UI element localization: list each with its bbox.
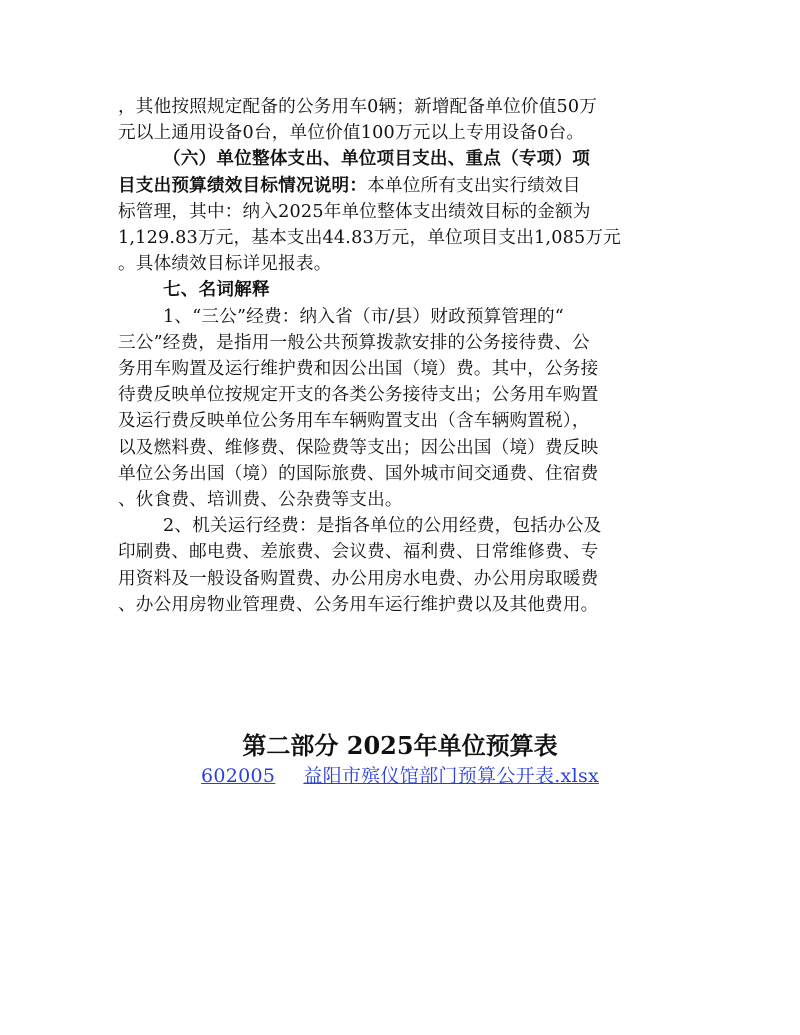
three-public-expenses-line-3: 务用车购置及运行维护费和因公出国（境）费。其中，公务接 (118, 359, 599, 380)
operating-expenses-line-3: 用资料及一般设备购置费、办公用房水电费、办公用房取暖费 (118, 568, 599, 589)
budget-file-link[interactable] (201, 765, 599, 787)
budget-file-link-code: 602005 (200, 765, 276, 787)
three-public-expenses-line-7: 单位公务出国（境）的国际旅费、国外城市间交通费、住宿费 (118, 463, 599, 484)
budget-file-link-row (0, 762, 800, 790)
glossary-heading: 七、名词解释 (163, 279, 270, 301)
performance-line-3: 标管理，其中：纳入2025年单位整体支出绩效目标的金额为 (118, 201, 591, 222)
three-public-expenses-line-2: 三公”经费，是指用一般公共预算拨款安排的公务接待费、公 (118, 332, 590, 353)
operating-expenses-line-1: 2、机关运行经费：是指各单位的公用经费，包括办公及 (163, 516, 602, 537)
three-public-expenses-line-6: 以及燃料费、维修费、保险费等支出；因公出国（境）费反映 (118, 437, 599, 458)
performance-line-4: 1,129.83万元，基本支出44.83万元，单位项目支出1,085万元 (118, 228, 621, 249)
paragraph-vehicles-line-2: 元以上通用设备0台，单位价值100万元以上专用设备0台。 (118, 123, 585, 144)
three-public-expenses-line-8: 、伙食费、培训费、公杂费等支出。 (118, 490, 403, 511)
three-public-expenses-line-4: 待费反映单位按规定开支的各类公务接待支出；公务用车购置 (118, 385, 599, 406)
three-public-expenses-line-5: 及运行费反映单位公务用车车辆购置支出（含车辆购置税）， (118, 411, 590, 432)
paragraph-vehicles-line-1: ，其他按照规定配备的公务用车0辆；新增配备单位价值50万 (118, 97, 598, 117)
performance-line-2 (118, 173, 684, 199)
part-two-title: 第二部分 2025年单位预算表 (242, 731, 558, 760)
document-body (118, 94, 684, 618)
operating-expenses-line-2: 印刷费、邮电费、差旅费、会议费、福利费、日常维修费、专 (118, 542, 599, 563)
operating-expenses-line-4: 、办公用房物业管理费、公务用车运行维护费以及其他费用。 (118, 594, 599, 615)
performance-heading-line-1: （六）单位整体支出、单位项目支出、重点（专项）项 (163, 148, 591, 170)
budget-file-link-name: 益阳市殡仪馆部门预算公开表.xlsx (303, 765, 600, 787)
performance-heading-line-2: 目支出预算绩效目标情况说明： (118, 174, 368, 196)
three-public-expenses-line-1: 1、“三公”经费：纳入省（市/县）财政预算管理的“ (163, 306, 564, 327)
performance-line-2-text: 本单位所有支出实行绩效目 (367, 175, 581, 196)
performance-line-5: 。具体绩效目标详见报表。 (118, 254, 332, 275)
